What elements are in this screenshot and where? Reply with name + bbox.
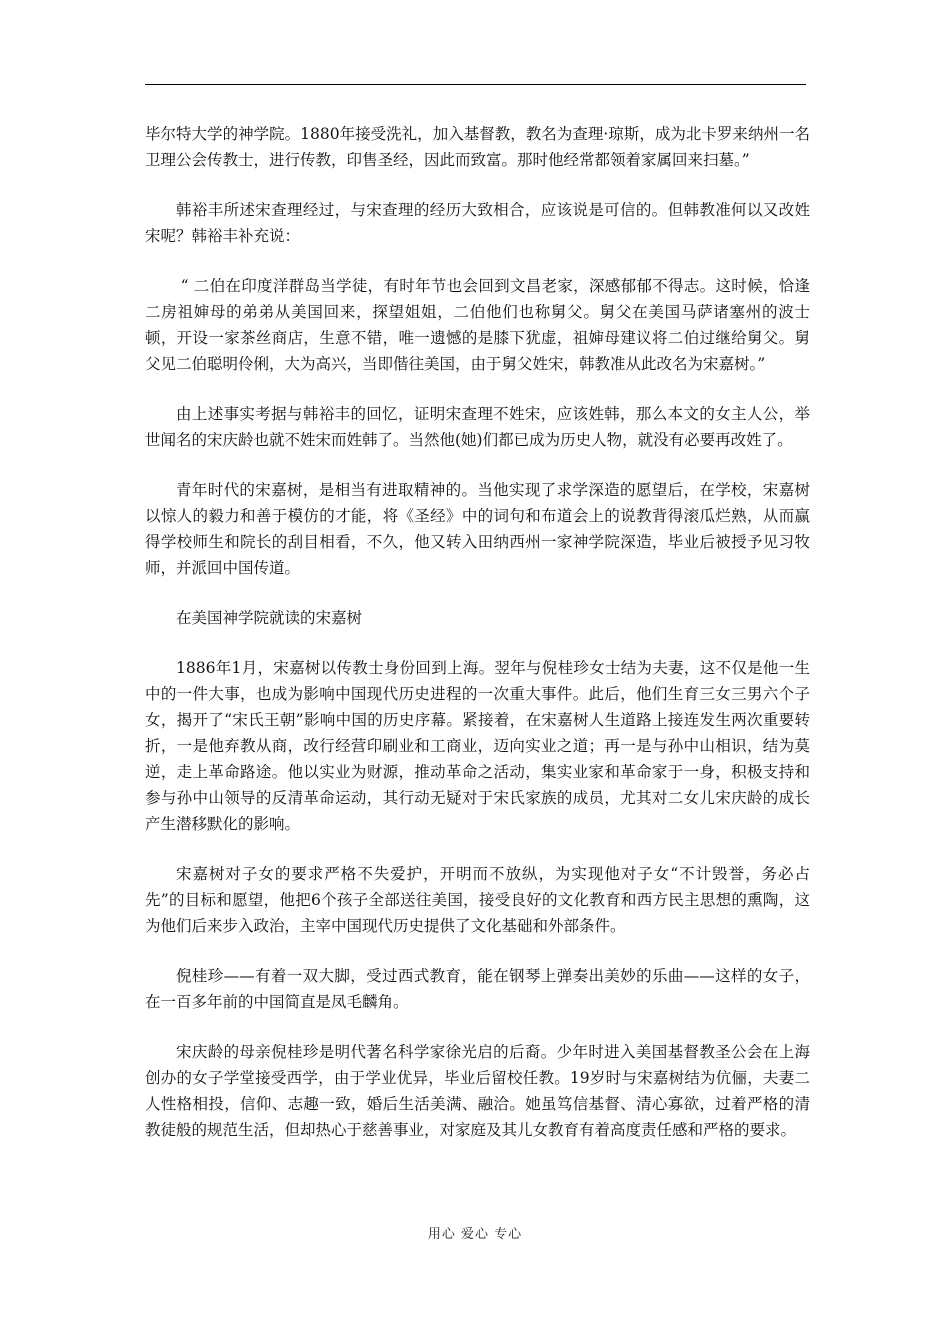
paragraph-continuation: 毕尔特大学的神学院。1880年接受洗礼，加入基督教，教名为查理·琼斯，成为北卡罗来纳州一名卫理公会传教士，进行传教，印售圣经，因此而致富。那时他经常都领着家属回来扫墓。” <box>145 125 810 169</box>
page-footer: 用心 爱心 专心 <box>427 1227 523 1242</box>
document-body <box>145 121 810 1167</box>
paragraph: 宋庆龄的母亲倪桂珍是明代著名科学家徐光启的后裔。少年时进入美国基督教圣公会在上海创办的女子学堂接受西学，由于学业优异，毕业后留校任教。19岁时与宋嘉树结为伉俪，夫妻二人性格相投，信仰、志趣一致，婚后生活美满、融洽。她虽笃信基督、清心寡欲，过着严格的清教徒般的规范生活，但却热心于慈善事业，对家庭及其儿女教育有着高度责任感和严格的要求。 <box>145 1043 810 1139</box>
header-rule <box>145 84 806 85</box>
paragraph: 1886年1月，宋嘉树以传教士身份回到上海。翌年与倪桂珍女士结为夫妻，这不仅是他一生中的一件大事，也成为影响中国现代历史进程的一次重大事件。此后，他们生育三女三男六个子女，揭开了“宋氏王朝”影响中国的历史序幕。紧接着，在宋嘉树人生道路上接连发生两次重要转折，一是他弃教从商，改行经营印刷业和工商业，迈向实业之道；再一是与孙中山相识，结为莫逆，走上革命路途。他以实业为财源，推动革命之活动，集实业家和革命家于一身，积极支持和参与孙中山领导的反清革命运动，其行动无疑对于宋氏家族的成员，尤其对二女儿宋庆龄的成长产生潜移默化的影响。 <box>145 659 810 833</box>
quoted-paragraph: “ 二伯在印度洋群岛当学徒，有时年节也会回到文昌老家，深感郁郁不得志。这时候，恰逢二房祖婶母的弟弟从美国回来，探望姐姐，二伯他们也称舅父。舅父在美国马萨诸塞州的波士顿，开设一家茶丝商店，生意不错，唯一遗憾的是膝下犹虚，祖婶母建议将二伯过继给舅父。舅父见二伯聪明伶俐，大为高兴，当即偕往美国，由于舅父姓宋，韩教准从此改名为宋嘉树。” <box>145 277 810 373</box>
paragraph: 由上述事实考据与韩裕丰的回忆，证明宋查理不姓宋，应该姓韩，那么本文的女主人公，举世闻名的宋庆龄也就不姓宋而姓韩了。当然他(她)们都已成为历史人物，就没有必要再改姓了。 <box>145 405 810 449</box>
paragraph: 青年时代的宋嘉树，是相当有进取精神的。当他实现了求学深造的愿望后，在学校，宋嘉树以惊人的毅力和善于模仿的才能，将《圣经》中的词句和布道会上的说教背得滚瓜烂熟，从而赢得学校师生和院长的刮目相看，不久，他又转入田纳西州一家神学院深造，毕业后被授予见习牧师，并派回中国传道。 <box>145 481 810 577</box>
paragraph: 韩裕丰所述宋查理经过，与宋查理的经历大致相合，应该说是可信的。但韩教准何以又改姓宋呢？韩裕丰补充说： <box>145 201 810 245</box>
image-caption: 在美国神学院就读的宋嘉树 <box>176 609 363 627</box>
paragraph: 宋嘉树对子女的要求严格不失爱护，开明而不放纵，为实现他对子女“不计毁誉，务必占先”的目标和愿望，他把6个孩子全部送往美国，接受良好的文化教育和西方民主思想的熏陶，这为他们后来步入政治，主宰中国现代历史提供了文化基础和外部条件。 <box>145 865 810 935</box>
paragraph: 倪桂珍——有着一双大脚，受过西式教育，能在钢琴上弹奏出美妙的乐曲——这样的女子，在一百多年前的中国简直是凤毛麟角。 <box>145 967 810 1011</box>
